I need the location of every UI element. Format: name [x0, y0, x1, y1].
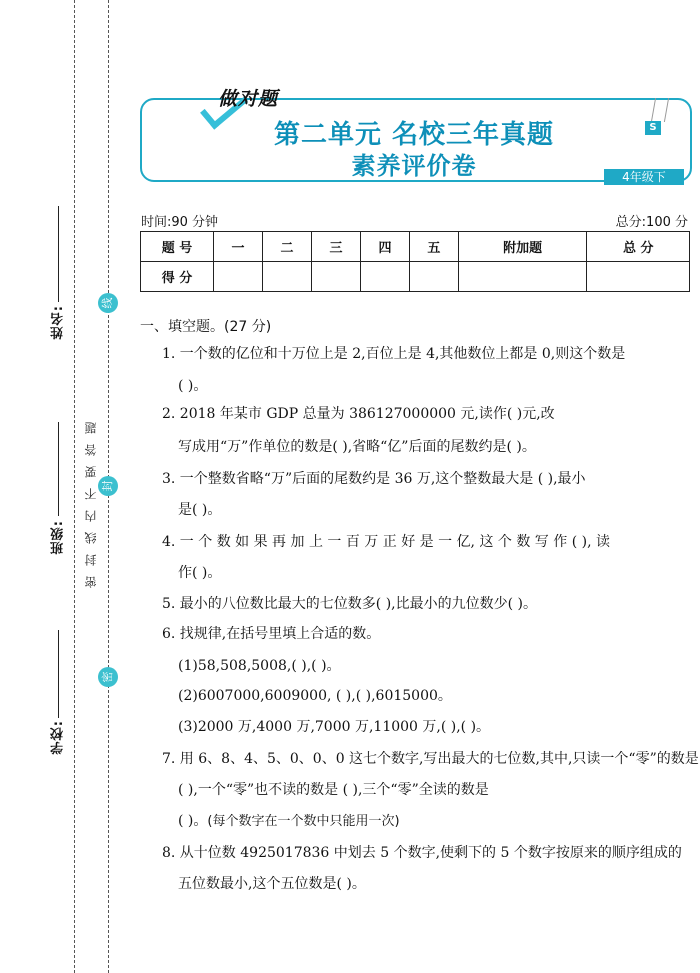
- question-4-line-1: 4. 一 个 数 如 果 再 加 上 一 百 万 正 好 是 一 亿, 这 个 数 写 作 ( ), 读: [162, 534, 610, 550]
- exam-time: 时间:90 分钟: [141, 215, 219, 230]
- score-table-score-row: [141, 262, 690, 292]
- name-label: 姓名:: [51, 305, 66, 340]
- score-header-cell: 题 号: [141, 232, 214, 262]
- page-subtitle: 素养评价卷: [351, 152, 477, 180]
- question-3-line-1: 3. 一个整数省略“万”后面的尾数约是 36 万,这个整数最大是 ( ),最小: [162, 471, 586, 487]
- name-underline: [58, 206, 59, 302]
- question-2-line-2: 写成用“万”作单位的数是( ),省略“亿”后面的尾数约是( )。: [178, 439, 536, 455]
- score-header-cell: 附加题: [458, 232, 587, 262]
- question-7-line-3: [178, 814, 400, 829]
- s-tag-icon: S: [645, 121, 661, 135]
- question-7-line-2: ( ),一个“零”也不读的数是 ( ),三个“零”全读的数是: [178, 782, 489, 798]
- question-6-part-3: (3)2000 万,4000 万,7000 万,11000 万,( ),( )。: [178, 719, 491, 735]
- grade-tag: 4年级下: [604, 169, 684, 185]
- question-8-line-1: 8. 从十位数 4925017836 中划去 5 个数字,使剩下的 5 个数字按原来的顺序组成的: [162, 845, 682, 861]
- score-cell[interactable]: [458, 262, 587, 292]
- badge-label: 做对题: [218, 88, 279, 110]
- question-7-answer-blank: ( )。: [178, 813, 208, 829]
- question-4-line-2: 作( )。: [178, 565, 222, 581]
- exam-total: 总分:100 分: [615, 215, 688, 230]
- question-7-line-1: 7. 用 6、8、4、5、0、0、0 这七个数字,写出最大的七位数,其中,只读一个“零”的数是: [162, 751, 699, 767]
- score-header-cell: 总 分: [587, 232, 690, 262]
- score-table-header-row: [141, 232, 690, 262]
- question-1-line-2: ( )。: [178, 378, 208, 394]
- question-3-line-2: 是( )。: [178, 502, 222, 518]
- score-cell[interactable]: [587, 262, 690, 292]
- seal-mark-seal: 封: [98, 476, 118, 496]
- class-underline: [58, 422, 59, 516]
- question-8-line-2: 五位数最小,这个五位数是( )。: [178, 876, 366, 892]
- score-row-label: 得 分: [141, 262, 214, 292]
- seal-mark-line: 线: [98, 293, 118, 313]
- question-5: 5. 最小的八位数比最大的七位数多( ),比最小的九位数少( )。: [162, 596, 538, 612]
- question-6-part-2: (2)6007000,6009000, ( ),( ),6015000。: [178, 688, 452, 704]
- class-label: 班级:: [51, 520, 66, 555]
- score-header-cell: 五: [409, 232, 458, 262]
- question-6: 6. 找规律,在括号里填上合适的数。: [162, 626, 381, 642]
- score-header-cell: 二: [262, 232, 311, 262]
- score-cell[interactable]: [311, 262, 360, 292]
- binding-dashed-line-outer: [74, 0, 75, 973]
- score-table: [140, 231, 690, 292]
- page-title: 第二单元 名校三年真题: [273, 120, 555, 150]
- score-header-cell: 三: [311, 232, 360, 262]
- score-cell[interactable]: [214, 262, 263, 292]
- question-1-line-1: 1. 一个数的亿位和十万位上是 2,百位上是 4,其他数位上都是 0,则这个数是: [162, 346, 626, 362]
- school-underline: [58, 630, 59, 718]
- seal-warning-text: 密封线内不要答题: [84, 412, 98, 588]
- question-2-line-1: 2. 2018 年某市 GDP 总量为 386127000000 元,读作( )元,改: [162, 406, 555, 422]
- score-cell[interactable]: [262, 262, 311, 292]
- section-title: 一、填空题。(27 分): [140, 319, 272, 335]
- score-cell[interactable]: [360, 262, 409, 292]
- score-header-cell: 一: [214, 232, 263, 262]
- school-label: 学校:: [51, 720, 66, 755]
- question-7-note: (每个数字在一个数中只能用一次): [207, 814, 400, 829]
- seal-mark-secret: 密: [98, 667, 118, 687]
- score-header-cell: 四: [360, 232, 409, 262]
- question-6-part-1: (1)58,508,5008,( ),( )。: [178, 658, 341, 674]
- score-cell[interactable]: [409, 262, 458, 292]
